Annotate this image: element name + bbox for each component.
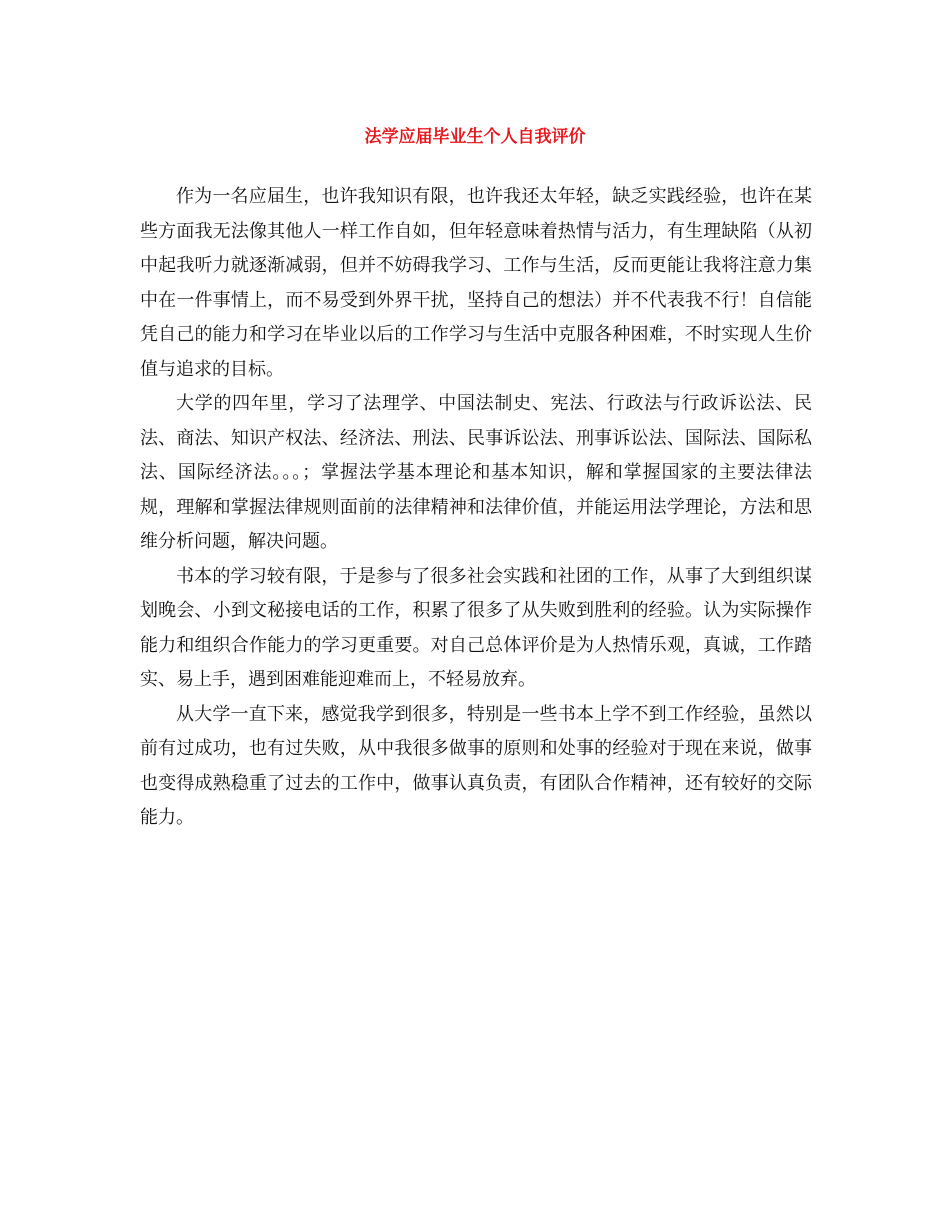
paragraph-1: 作为一名应届生，也许我知识有限，也许我还太年轻，缺乏实践经验，也许在某些方面我无法像其他人一样工作自如，但年轻意味着热情与活力，有生理缺陷（从初中起我听力就逐渐减弱，但并不妨碍我学习、工作与生活，反而更能让我将注意力集中在一件事情上，而不易受到外界干扰，坚持自己的想法）并不代表我不行！自信能凭自己的能力和学习在毕业以后的工作学习与生活中克服各种困难，不时实现人生价值与追求的目标。 (140, 186, 812, 380)
paragraph-3: 书本的学习较有限，于是参与了很多社会实践和社团的工作，从事了大到组织谋划晚会、小到文秘接电话的工作，积累了很多了从失败到胜利的经验。认为实际操作能力和组织合作能力的学习更重要。对自己总体评价是为人热情乐观，真诚，工作踏实、易上手，遇到困难能迎难而上，不轻易放弃。 (140, 565, 812, 690)
paragraph-4: 从大学一直下来，感觉我学到很多，特别是一些书本上学不到工作经验，虽然以前有过成功，也有过失败，从中我很多做事的原则和处事的经验对于现在来说，做事也变得成熟稳重了过去的工作中，做事认真负责，有团队合作精神，还有较好的交际能力。 (140, 703, 812, 828)
paragraph-2: 大学的四年里，学习了法理学、中国法制史、宪法、行政法与行政诉讼法、民法、商法、知识产权法、经济法、刑法、民事诉讼法、刑事诉讼法、国际法、国际私法、国际经济法。。。；掌握法学基本理论和基本知识，解和掌握国家的主要法律法规，理解和掌握法律规则面前的法律精神和法律价值，并能运用法学理论，方法和思维分析问题，解决问题。 (140, 393, 812, 552)
document-title: 法学应届毕业生个人自我评价 (364, 127, 586, 147)
document-body (140, 180, 812, 836)
